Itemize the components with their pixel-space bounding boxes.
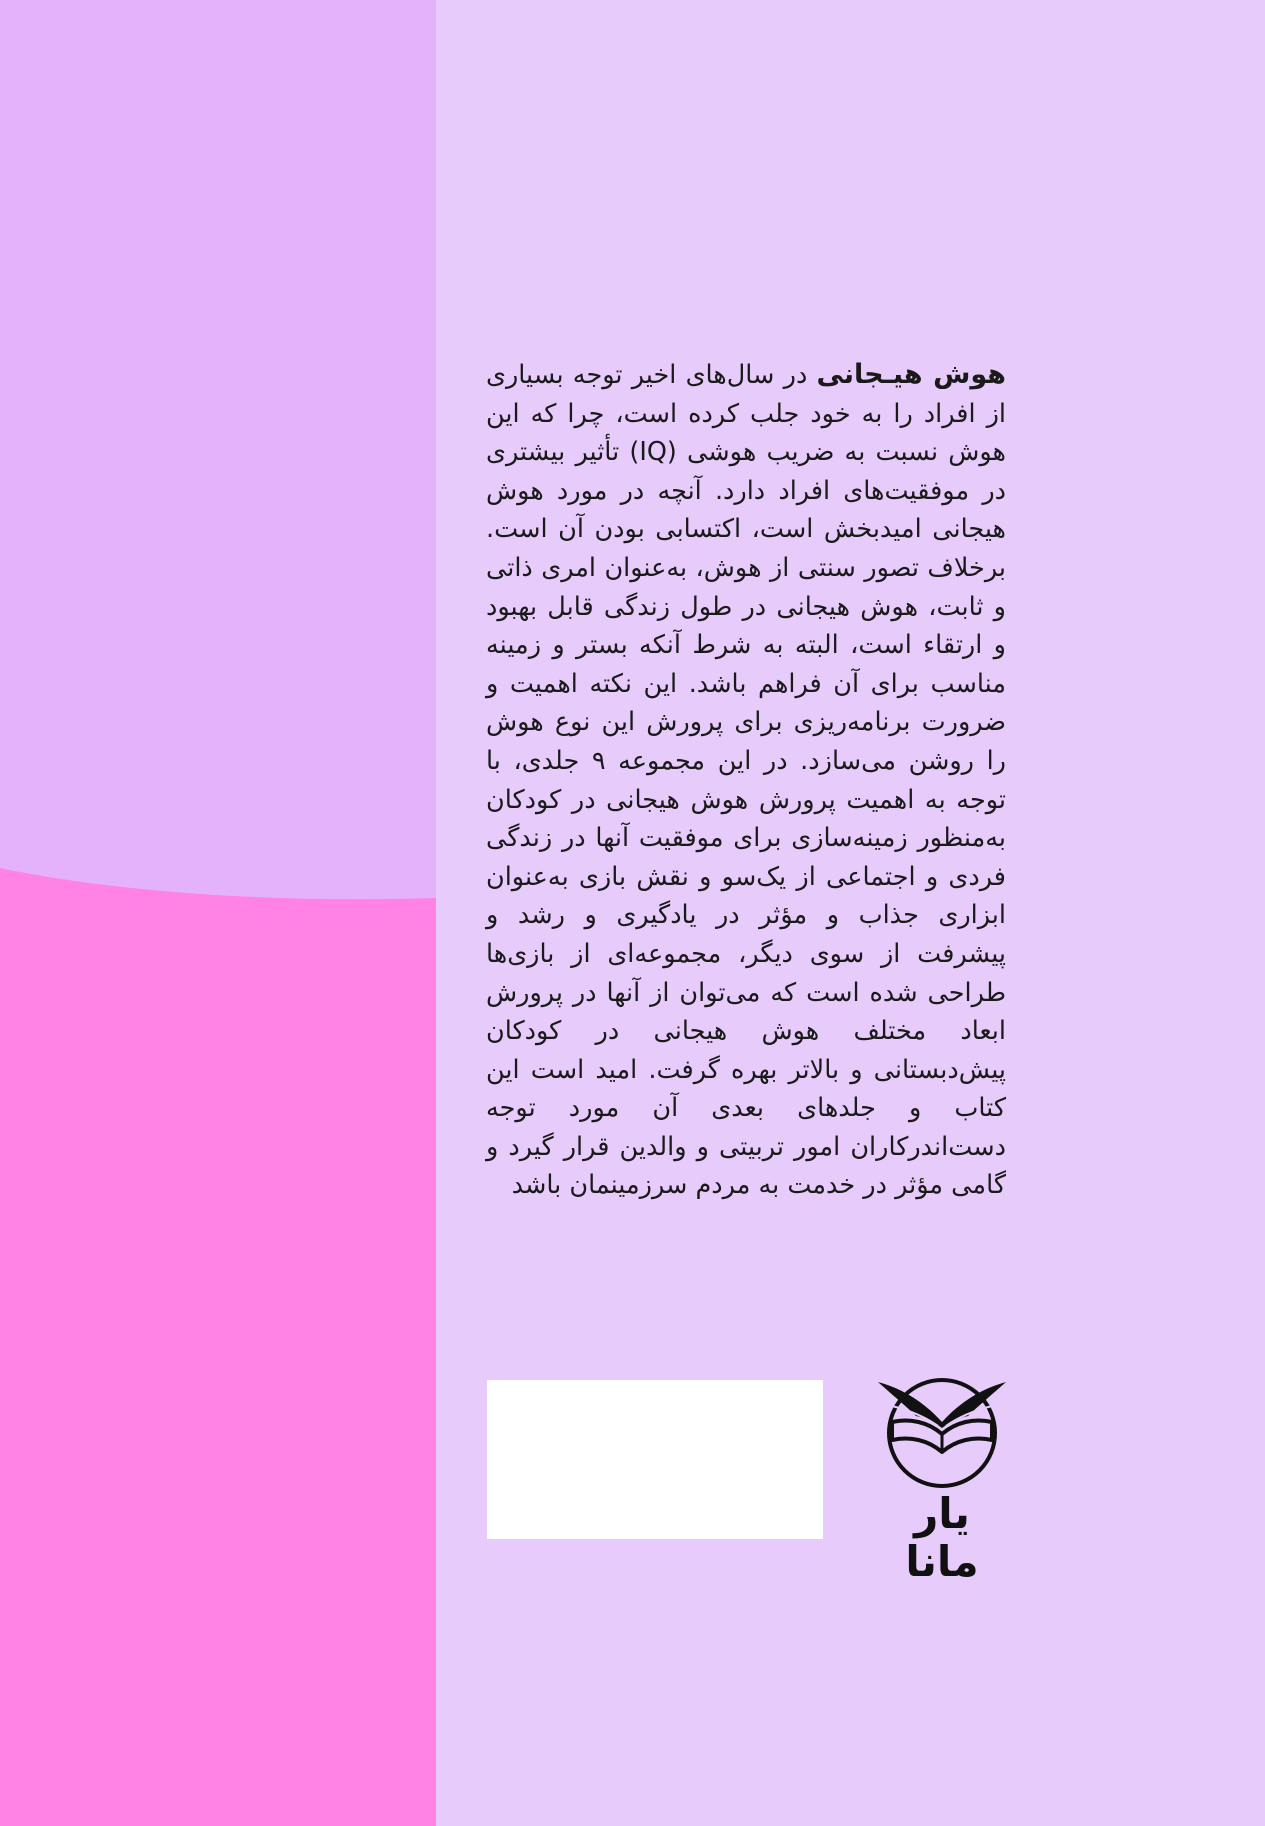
publisher-name: یار مانا [905,1489,979,1586]
publisher-logo [878,1378,1006,1586]
cover-spine [0,0,436,1826]
spine-bottom-panel [0,868,436,1826]
open-book-with-wings-icon [878,1378,1006,1490]
barcode-area [487,1380,823,1539]
spine-background [0,0,436,1826]
blurb-body-text: در سال‌های اخیر توجه بسیاری از افراد را به خود جلب کرده است، چرا که این هوش نسبت به ضریب هوشی (IQ) تأثیر بیشتری در موفقیت‌های افراد دارد. آنچه در مورد هوش هیجانی امیدبخش است، اکتسابی بودن آن است. برخلاف تصور سنتی از هوش، به‌عنوان امری ذاتی و ثابت، هوش هیجانی در طول زندگی قابل بهبود و ارتقاء است، البته به شرط آنکه بستر و زمینه مناسب برای آن فراهم باشد. این نکته اهمیت و ضرورت برنامه‌ریزی برای پرورش این نوع هوش را روشن می‌سازد. در این مجموعه ۹ جلدی، با توجه به اهمیت پرورش هوش هیجانی در کودکان به‌منظور زمینه‌سازی برای موفقیت آنها در زندگی فردی و اجتماعی از یک‌سو و نقش بازی به‌عنوان ابزاری جذاب و مؤثر در یادگیری و رشد و پیشرفت از سوی دیگر، مجموعه‌ای از بازی‌ها طراحی شده است که می‌توان از آنها در پرورش ابعاد مختلف هوش هیجانی در کودکان پیش‌دبستانی و بالاتر بهره گرفت. امید است این کتاب و جلدهای بعدی آن مورد توجه دست‌اندرکاران امور تربیتی و والدین قرار گیرد و گامی مؤثر در خدمت به مردم سرزمینمان باشد [486,360,1006,1201]
blurb-lead-title: هوش هیـجانی [816,359,1006,390]
back-cover-blurb [486,356,1006,1205]
